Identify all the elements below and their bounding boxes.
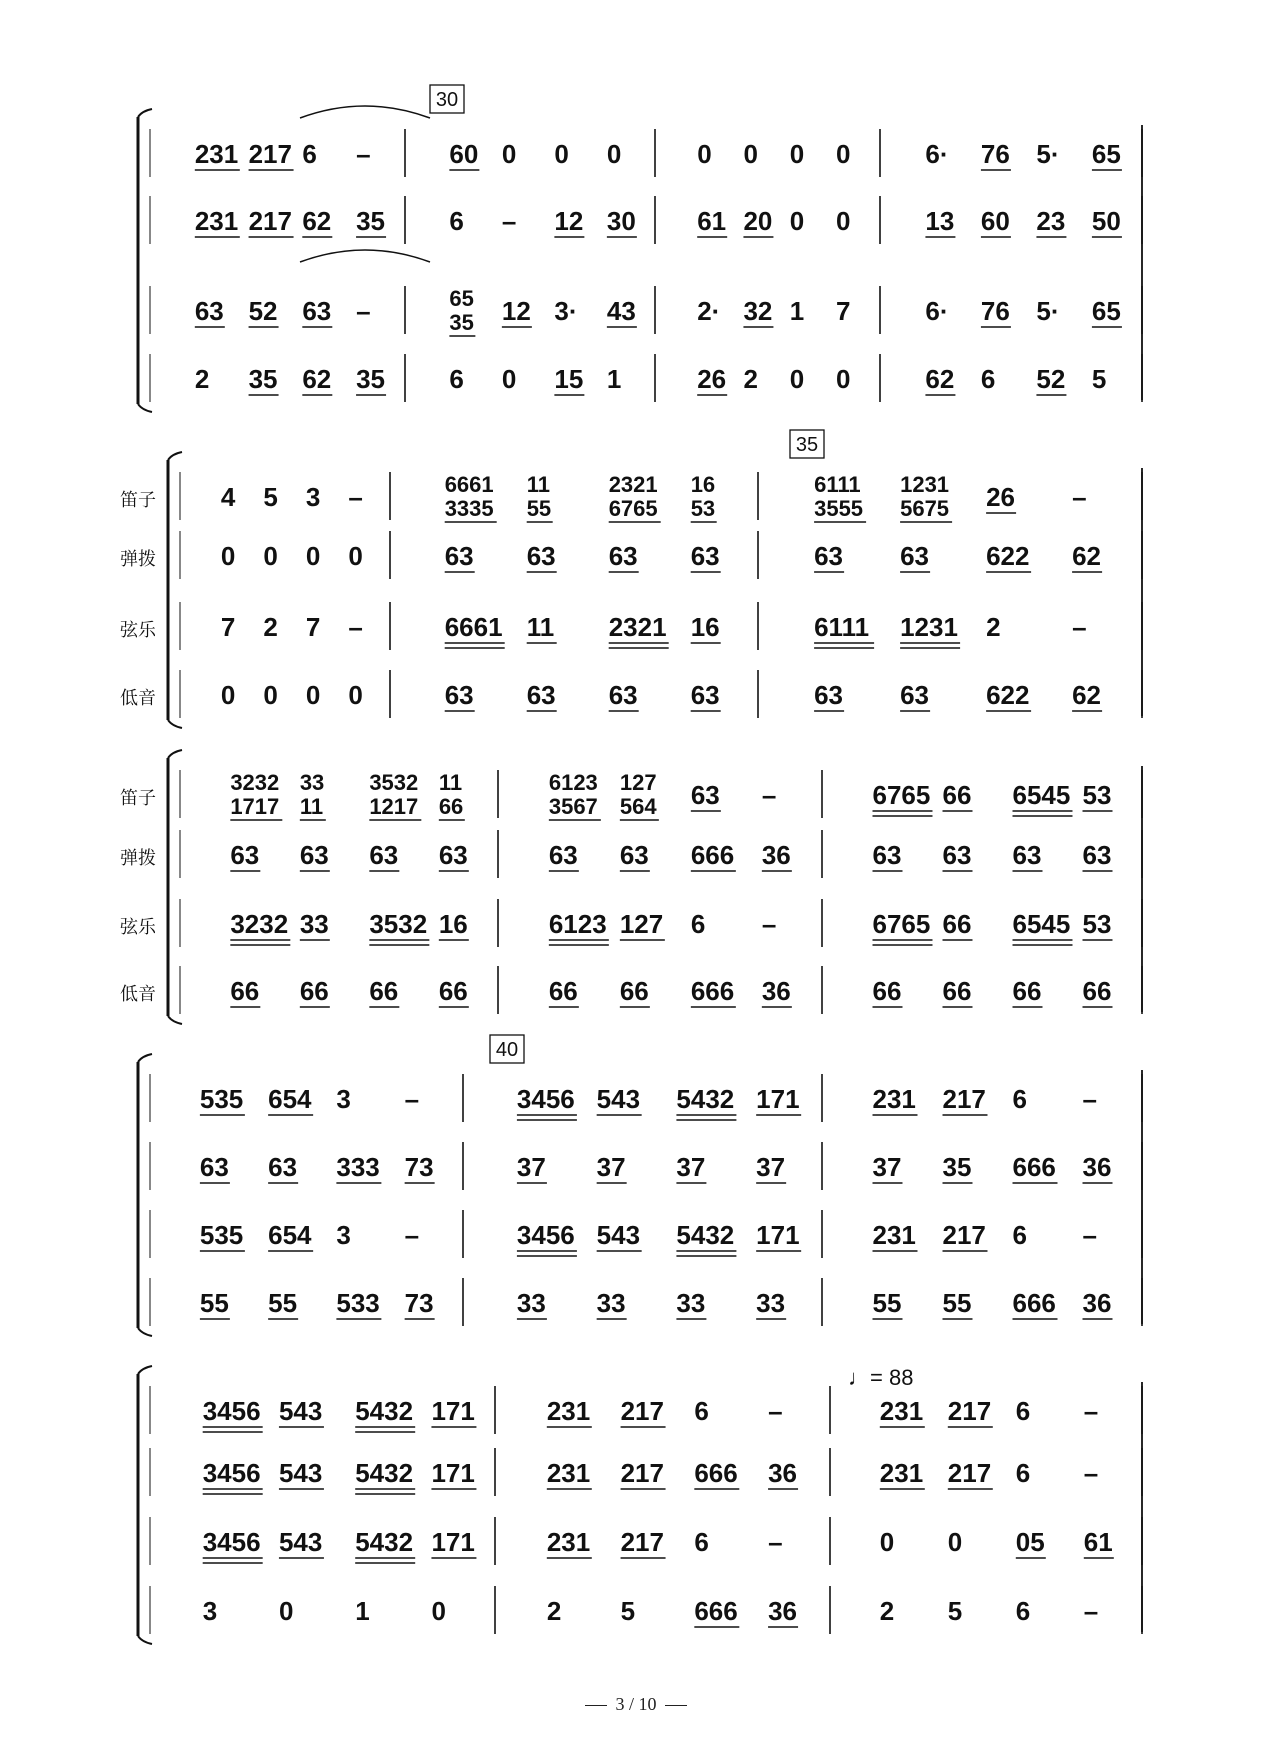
note-group: 4 — [220, 482, 236, 512]
note-group: 63 — [608, 541, 638, 571]
note-group: 5 — [947, 1596, 963, 1626]
note-group: 1 — [606, 364, 622, 394]
note-group: – — [348, 482, 363, 512]
note-group: 0 — [305, 680, 321, 710]
note-group-upper: 3532 — [369, 770, 419, 795]
note-group: 61 — [1083, 1527, 1113, 1557]
note-group: 73 — [404, 1288, 434, 1318]
note-group: 3232 — [230, 909, 289, 939]
note-group: 63 — [872, 840, 902, 870]
note-group-upper: 6111 — [814, 472, 861, 497]
note-group: 6 — [1015, 1458, 1031, 1488]
note-group: 3456 — [516, 1084, 575, 1114]
note-group: 63 — [690, 680, 720, 710]
note-group-lower: 3567 — [548, 794, 598, 819]
note-group: 5· — [1036, 139, 1060, 169]
note-group-upper: 127 — [619, 770, 657, 795]
note-group: – — [1083, 1396, 1099, 1426]
note-group: 666 — [694, 1458, 738, 1488]
note-group: 37 — [872, 1152, 902, 1182]
slur — [300, 106, 430, 118]
note-group: 333 — [336, 1152, 380, 1182]
note-group: 0 — [947, 1527, 963, 1557]
note-group: 0 — [220, 541, 236, 571]
note-group: – — [761, 780, 777, 810]
instrument-label: 弦乐 — [120, 917, 156, 938]
note-group: 6 — [694, 1527, 709, 1557]
note-group: 53 — [1082, 780, 1112, 810]
note-group: 6 — [449, 206, 464, 236]
note-group: 3532 — [369, 909, 428, 939]
svg-text:35: 35 — [795, 434, 819, 456]
note-group: 05 — [1015, 1527, 1045, 1557]
note-group: 0 — [278, 1596, 294, 1626]
note-group: 62 — [1072, 541, 1102, 571]
note-group: 0 — [305, 541, 321, 571]
note-group: 32 — [743, 296, 773, 326]
note-group: 5432 — [355, 1458, 414, 1488]
note-group: 1 — [789, 296, 805, 326]
note-group: 35 — [942, 1152, 972, 1182]
note-group: 53 — [1082, 909, 1112, 939]
note-group-lower: 3335 — [444, 496, 494, 521]
note-group: 63 — [444, 680, 474, 710]
note-group-upper: 33 — [299, 770, 325, 795]
note-group: 6661 — [444, 612, 503, 642]
note-group: 76 — [980, 296, 1010, 326]
note-group: 3 — [336, 1220, 351, 1250]
note-group-upper: 6661 — [444, 472, 494, 497]
note-group: 63 — [690, 541, 720, 571]
note-group: 65 — [1091, 296, 1121, 326]
note-group: 543 — [596, 1084, 641, 1114]
note-group: 36 — [768, 1458, 797, 1488]
note-group: – — [1082, 1220, 1097, 1250]
note-group: 50 — [1091, 206, 1121, 236]
note-group: 6545 — [1012, 909, 1071, 939]
note-group: 65 — [1091, 139, 1121, 169]
note-group: 543 — [596, 1220, 641, 1250]
score-system — [138, 85, 1142, 412]
note-group: 654 — [268, 1220, 312, 1250]
note-group: 217 — [620, 1458, 664, 1488]
note-group: 217 — [248, 139, 292, 169]
note-group: 6 — [1012, 1220, 1027, 1250]
note-group: 66 — [942, 909, 972, 939]
note-group-upper: 65 — [449, 286, 474, 311]
note-group: 6111 — [814, 612, 870, 642]
note-group: 66 — [872, 976, 902, 1006]
note-group: 12 — [554, 206, 584, 236]
note-group: 6 — [694, 1396, 709, 1426]
note-group: 3 — [305, 482, 321, 512]
note-group: 20 — [743, 206, 773, 236]
note-group: 3456 — [516, 1220, 575, 1250]
note-group: – — [1083, 1458, 1099, 1488]
note-group: 33 — [299, 909, 329, 939]
note-group: 35 — [248, 364, 278, 394]
note-group: 1231 — [900, 612, 958, 642]
note-group: 5 — [263, 482, 278, 512]
note-group: 63 — [438, 840, 468, 870]
note-group: 0 — [431, 1596, 446, 1626]
note-group: 6765 — [872, 909, 931, 939]
note-group: 666 — [690, 976, 735, 1006]
note-group: 35 — [356, 364, 385, 394]
note-group: 63 — [900, 680, 930, 710]
note-group: 217 — [620, 1527, 664, 1557]
note-group: 6123 — [548, 909, 607, 939]
note-group: 0 — [263, 680, 278, 710]
page-footer — [0, 1694, 1272, 1715]
note-group: 6545 — [1012, 780, 1071, 810]
note-group: 543 — [278, 1458, 323, 1488]
note-group: – — [1072, 482, 1087, 512]
note-group: 23 — [1036, 206, 1066, 236]
note-group: 66 — [299, 976, 329, 1006]
note-group: – — [356, 296, 371, 326]
note-group: 63 — [369, 840, 399, 870]
note-group: 217 — [942, 1084, 986, 1114]
note-group-lower: 3555 — [814, 496, 864, 521]
note-group: 63 — [619, 840, 649, 870]
note-group: 43 — [606, 296, 636, 326]
note-group: 2 — [986, 612, 1001, 642]
note-group: 0 — [789, 206, 805, 236]
instrument-label: 笛子 — [120, 788, 156, 809]
note-group: 63 — [1082, 840, 1112, 870]
note-group: 16 — [438, 909, 468, 939]
note-group: 217 — [942, 1220, 986, 1250]
note-group: 0 — [835, 139, 851, 169]
note-group: 52 — [1036, 364, 1066, 394]
note-group: – — [768, 1527, 783, 1557]
note-group: 66 — [548, 976, 578, 1006]
note-group: 37 — [676, 1152, 706, 1182]
note-group: – — [1082, 1084, 1097, 1114]
note-group: 0 — [789, 139, 805, 169]
note-group: 63 — [690, 780, 720, 810]
note-group: – — [761, 909, 777, 939]
note-group: 3· — [554, 296, 578, 326]
note-group: 0 — [835, 206, 851, 236]
note-group: 6 — [690, 909, 706, 939]
note-group: 5 — [620, 1596, 636, 1626]
note-group: 6 — [980, 364, 996, 394]
note-group-lower: 5675 — [900, 496, 950, 521]
note-group: – — [356, 139, 371, 169]
note-group: 7 — [305, 612, 321, 642]
tempo-mark: ♩= 88 — [848, 1365, 914, 1390]
note-group: 6 — [1012, 1084, 1027, 1114]
instrument-label: 弹拨 — [120, 848, 156, 869]
note-group-lower: 564 — [619, 794, 657, 819]
note-group: 63 — [268, 1152, 298, 1182]
note-group: 0 — [348, 680, 363, 710]
note-group: 6· — [925, 139, 949, 169]
note-group: 666 — [1012, 1288, 1056, 1318]
note-group: 33 — [676, 1288, 706, 1318]
note-group: 6· — [925, 296, 949, 326]
note-group: 5432 — [676, 1220, 735, 1250]
note-group: 6 — [302, 139, 317, 169]
score-systems — [120, 85, 1142, 1644]
note-group: 5432 — [355, 1396, 414, 1426]
note-group: 63 — [444, 541, 474, 571]
note-group: – — [501, 206, 517, 236]
note-group: 62 — [925, 364, 955, 394]
note-group: 60 — [449, 139, 479, 169]
note-group: 66 — [369, 976, 399, 1006]
note-group: 55 — [199, 1288, 229, 1318]
instrument-label: 笛子 — [120, 490, 156, 511]
note-group: 127 — [619, 909, 664, 939]
note-group-lower: 66 — [438, 794, 464, 819]
note-group: 535 — [199, 1220, 244, 1250]
note-group: 171 — [431, 1527, 475, 1557]
note-group: 62 — [302, 206, 332, 236]
note-group: 66 — [942, 780, 972, 810]
note-group: 6 — [449, 364, 464, 394]
note-group: 622 — [986, 541, 1030, 571]
note-group: 231 — [194, 139, 239, 169]
note-group: 171 — [756, 1084, 800, 1114]
note-group: 63 — [548, 840, 578, 870]
note-group: 63 — [900, 541, 930, 571]
note-group: 55 — [872, 1288, 902, 1318]
note-group: 26 — [697, 364, 727, 394]
page-number: 3 / 10 — [615, 1694, 657, 1714]
note-group: 63 — [526, 541, 556, 571]
note-group-lower: 1217 — [369, 794, 419, 819]
note-group: 37 — [516, 1152, 546, 1182]
note-group: 0 — [501, 364, 517, 394]
note-group: 55 — [942, 1288, 972, 1318]
note-group: 36 — [1082, 1152, 1112, 1182]
score-system — [120, 430, 1142, 728]
slur — [300, 250, 430, 262]
note-group: 217 — [248, 206, 292, 236]
note-group: 2 — [194, 364, 210, 394]
note-group-lower: 6765 — [608, 496, 658, 521]
note-group: 33 — [516, 1288, 546, 1318]
note-group: 231 — [872, 1084, 916, 1114]
note-group: 0 — [606, 139, 622, 169]
note-group: 666 — [690, 840, 735, 870]
note-group: 66 — [1012, 976, 1042, 1006]
note-group: 66 — [1082, 976, 1112, 1006]
note-group: 2321 — [608, 612, 667, 642]
note-group: 36 — [761, 976, 791, 1006]
note-group: 6 — [1015, 1596, 1031, 1626]
note-group: 52 — [248, 296, 278, 326]
note-group: 231 — [546, 1396, 591, 1426]
note-group: 63 — [526, 680, 556, 710]
note-group: 0 — [554, 139, 569, 169]
note-group: 2 — [743, 364, 758, 394]
svg-text:30: 30 — [435, 89, 459, 111]
note-group: 66 — [619, 976, 649, 1006]
note-group: – — [404, 1084, 420, 1114]
note-group: 66 — [942, 976, 972, 1006]
note-group: 217 — [947, 1458, 992, 1488]
note-group: 1 — [355, 1596, 370, 1626]
note-group: 666 — [694, 1596, 738, 1626]
note-group: 63 — [230, 840, 260, 870]
svg-text:40: 40 — [495, 1039, 519, 1061]
rehearsal-mark — [490, 1035, 524, 1063]
note-group-upper: 1231 — [900, 472, 950, 497]
note-group: – — [348, 612, 363, 642]
note-group: 63 — [814, 680, 844, 710]
note-group: – — [768, 1396, 783, 1426]
note-group: 654 — [268, 1084, 312, 1114]
note-group: 76 — [980, 139, 1010, 169]
note-group: 63 — [199, 1152, 229, 1182]
note-group: 543 — [278, 1527, 323, 1557]
note-group: 63 — [194, 296, 224, 326]
note-group: 0 — [348, 541, 363, 571]
note-group: 60 — [980, 206, 1010, 236]
note-group-lower: 11 — [299, 794, 324, 819]
score-system — [138, 1035, 1142, 1336]
note-group: 63 — [299, 840, 329, 870]
note-group: 231 — [546, 1527, 591, 1557]
note-group: 5· — [1036, 296, 1060, 326]
note-group: 61 — [697, 206, 727, 236]
note-group: – — [404, 1220, 420, 1250]
note-group: 5 — [1091, 364, 1107, 394]
note-group: 63 — [608, 680, 638, 710]
rehearsal-mark — [790, 430, 824, 458]
instrument-label: 低音 — [120, 984, 156, 1005]
note-group: 55 — [268, 1288, 298, 1318]
instrument-label: 低音 — [120, 688, 156, 709]
note-group: 12 — [501, 296, 531, 326]
note-group: 231 — [194, 206, 239, 236]
note-group: 36 — [761, 840, 791, 870]
note-group: 33 — [756, 1288, 786, 1318]
note-group: 217 — [620, 1396, 664, 1426]
note-group-lower: 1717 — [230, 794, 280, 819]
note-group: 6765 — [872, 780, 931, 810]
note-group: 7 — [835, 296, 851, 326]
note-group: 63 — [814, 541, 844, 571]
note-group: 62 — [1072, 680, 1102, 710]
note-group: 73 — [404, 1152, 434, 1182]
note-group-lower: 35 — [449, 310, 474, 335]
note-group: 3 — [202, 1596, 218, 1626]
note-group: 0 — [697, 139, 712, 169]
score-system — [138, 1366, 1142, 1644]
instrument-label: 弹拨 — [120, 549, 156, 570]
note-group: 13 — [925, 206, 955, 236]
note-group: 171 — [431, 1396, 475, 1426]
note-group: 3456 — [202, 1458, 261, 1488]
note-group: 6 — [1015, 1396, 1031, 1426]
instrument-label: 弦乐 — [120, 620, 156, 641]
note-group: 62 — [302, 364, 332, 394]
note-group: 66 — [230, 976, 260, 1006]
note-group: 0 — [501, 139, 517, 169]
note-group: 63 — [302, 296, 332, 326]
note-group-upper: 6123 — [548, 770, 598, 795]
note-group: 666 — [1012, 1152, 1056, 1182]
note-group: 0 — [835, 364, 851, 394]
note-group: 0 — [789, 364, 805, 394]
note-group: 5432 — [676, 1084, 735, 1114]
note-group: 63 — [942, 840, 972, 870]
note-group: – — [1072, 612, 1087, 642]
note-group-upper: 16 — [690, 472, 716, 497]
note-group-lower: 53 — [690, 496, 716, 521]
note-group: 15 — [554, 364, 584, 394]
note-group: 622 — [986, 680, 1030, 710]
note-group: 543 — [278, 1396, 323, 1426]
note-group: 217 — [947, 1396, 992, 1426]
note-group: 63 — [1012, 840, 1042, 870]
note-group: 16 — [690, 612, 720, 642]
note-group: 36 — [768, 1596, 797, 1626]
note-group-upper: 11 — [526, 472, 550, 497]
note-group: 231 — [879, 1458, 924, 1488]
note-group: 533 — [336, 1288, 380, 1318]
note-group: 2· — [697, 296, 721, 326]
note-group: 3 — [336, 1084, 351, 1114]
note-group: 3456 — [202, 1396, 261, 1426]
note-group: 37 — [756, 1152, 786, 1182]
note-group: 2 — [879, 1596, 895, 1626]
note-group: 171 — [756, 1220, 800, 1250]
note-group: 37 — [596, 1152, 626, 1182]
note-group: 0 — [743, 139, 758, 169]
note-group: 231 — [872, 1220, 916, 1250]
note-group: 35 — [356, 206, 385, 236]
note-group: 0 — [879, 1527, 895, 1557]
note-group: 231 — [546, 1458, 591, 1488]
note-group-upper: 11 — [438, 770, 463, 795]
note-group: 0 — [220, 680, 236, 710]
note-group-upper: 3232 — [230, 770, 280, 795]
note-group: 66 — [438, 976, 468, 1006]
note-group: 7 — [220, 612, 236, 642]
note-group: 33 — [596, 1288, 626, 1318]
note-group-upper: 2321 — [608, 472, 658, 497]
note-group: 535 — [199, 1084, 244, 1114]
note-group-lower: 55 — [526, 496, 552, 521]
note-group: 0 — [263, 541, 278, 571]
note-group: 26 — [986, 482, 1016, 512]
note-group: 3456 — [202, 1527, 261, 1557]
note-group: 30 — [606, 206, 636, 236]
note-group: 2 — [546, 1596, 562, 1626]
rehearsal-mark — [430, 85, 464, 113]
score-system — [120, 750, 1142, 1024]
note-group: 171 — [431, 1458, 475, 1488]
note-group: 5432 — [355, 1527, 414, 1557]
note-group: – — [1083, 1596, 1099, 1626]
note-group: 36 — [1082, 1288, 1112, 1318]
note-group: 231 — [879, 1396, 924, 1426]
note-group: 11 — [526, 612, 555, 642]
note-group: 2 — [263, 612, 278, 642]
